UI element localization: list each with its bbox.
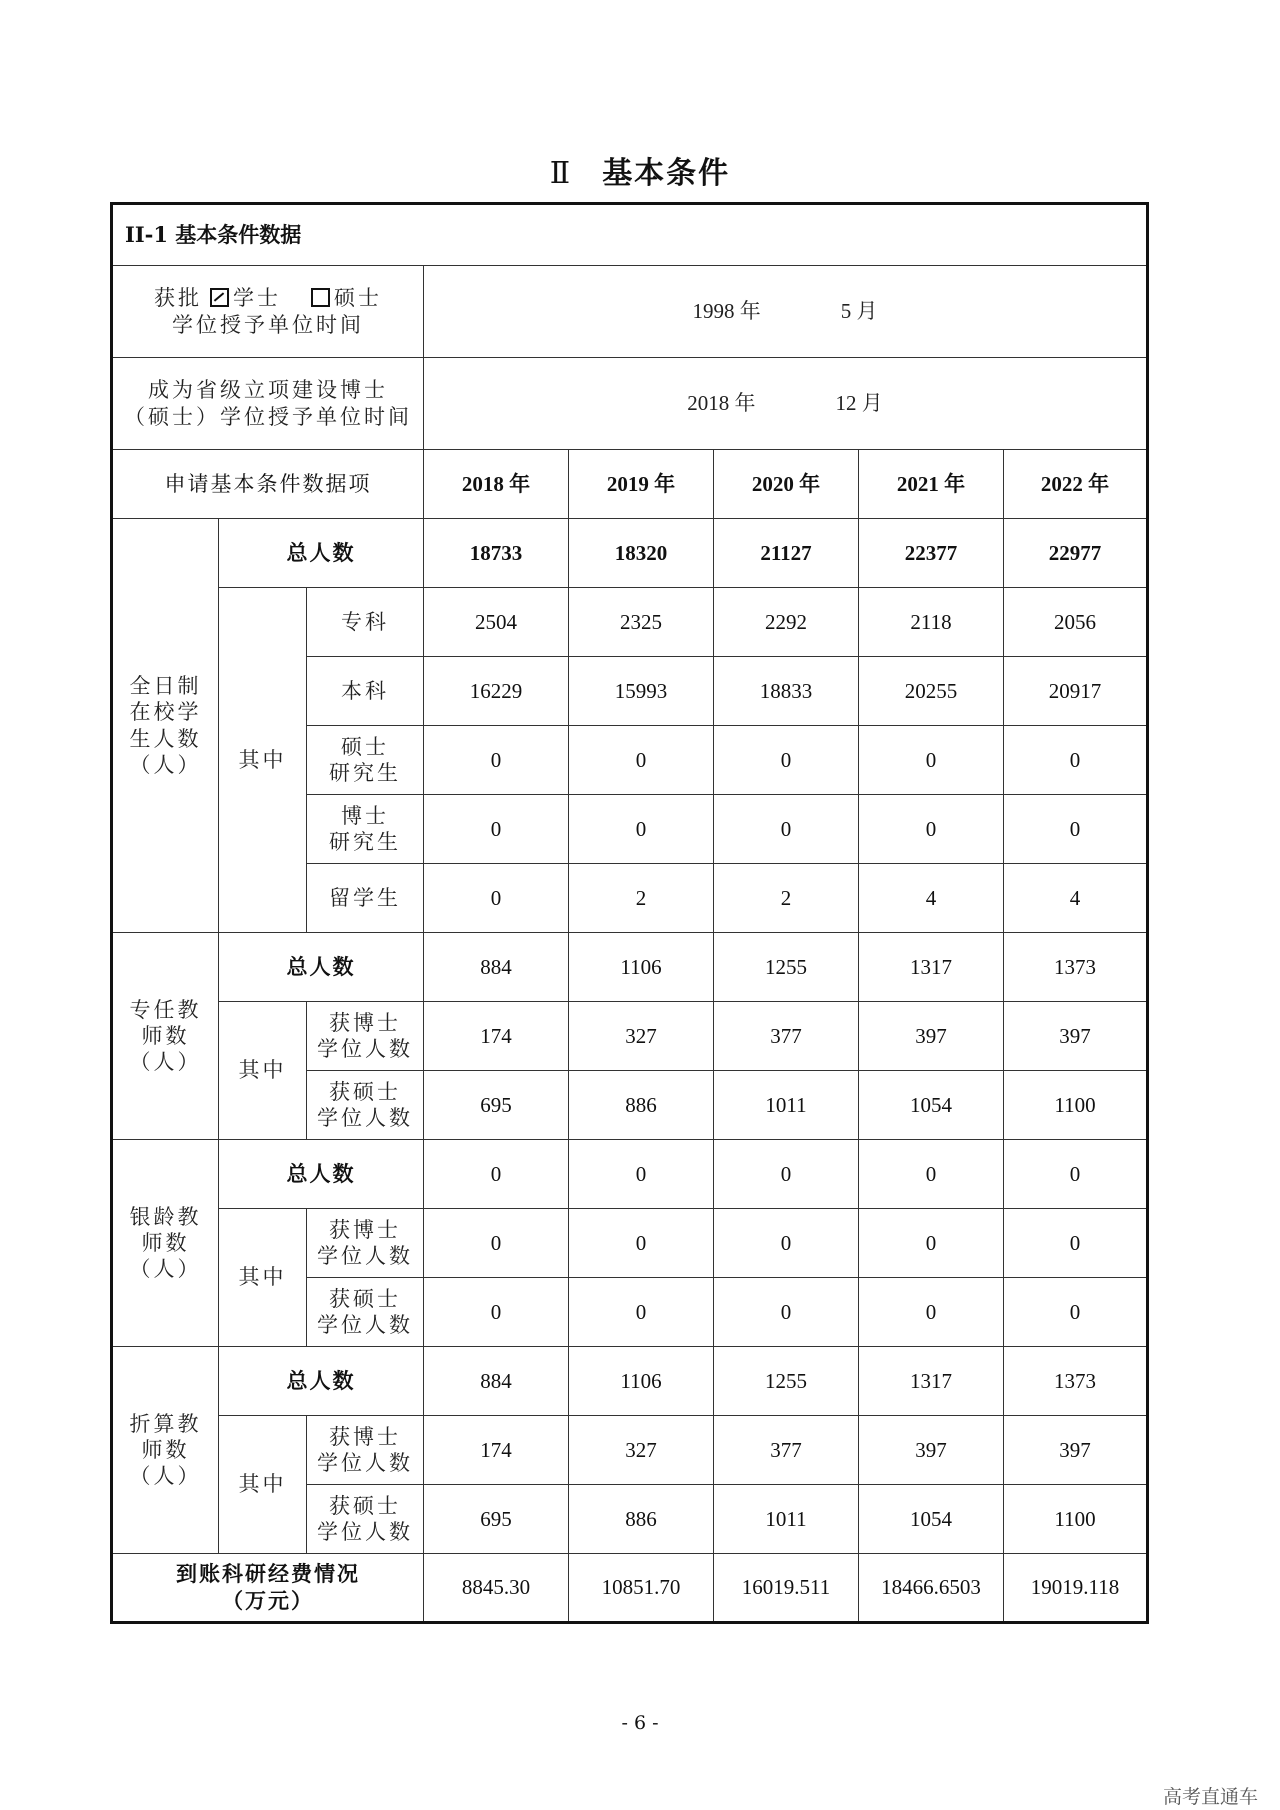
table-cell: 0 <box>569 1278 714 1347</box>
sublabel-benke: 本科 <box>307 657 424 726</box>
award-date <box>424 266 1148 358</box>
sublabel-master-holders: 获硕士 学位人数 <box>307 1071 424 1140</box>
award-master: 硕士 <box>334 286 382 311</box>
funding-label: 到账科研经费情况 （万元） <box>112 1554 424 1623</box>
sublabel-master-holders: 获硕士 学位人数 <box>307 1278 424 1347</box>
table-cell: 1100 <box>1004 1485 1148 1554</box>
table-cell: 327 <box>569 1002 714 1071</box>
table-cell: 0 <box>859 726 1004 795</box>
students-total: 18733 <box>424 519 569 588</box>
sublabel-phd-holders: 获博士 学位人数 <box>307 1002 424 1071</box>
table-cell: 0 <box>859 795 1004 864</box>
students-total: 22377 <box>859 519 1004 588</box>
table-cell: 1317 <box>859 1347 1004 1416</box>
table-cell: 174 <box>424 1416 569 1485</box>
section-title: 基本条件 <box>602 156 731 191</box>
table-cell: 20255 <box>859 657 1004 726</box>
among-label: 其中 <box>219 1416 307 1554</box>
sublabel-phd-holders: 获博士 学位人数 <box>307 1416 424 1485</box>
table-cell: 2 <box>569 864 714 933</box>
table-cell: 886 <box>569 1071 714 1140</box>
award-year: 1998 年 <box>692 299 761 324</box>
header-year: 2020 年 <box>714 450 859 519</box>
header-label: 申请基本条件数据项 <box>112 450 424 519</box>
table-cell: 0 <box>1004 1140 1148 1209</box>
table-cell: 1054 <box>859 1071 1004 1140</box>
table-cell: 15993 <box>569 657 714 726</box>
table-cell: 0 <box>424 864 569 933</box>
table-cell: 1011 <box>714 1071 859 1140</box>
provincial-label-cell <box>112 358 424 450</box>
table-cell: 0 <box>1004 1209 1148 1278</box>
table-cell: 0 <box>859 1209 1004 1278</box>
table-cell: 397 <box>1004 1002 1148 1071</box>
students-total: 22977 <box>1004 519 1148 588</box>
header-year: 2018 年 <box>424 450 569 519</box>
table-cell: 1011 <box>714 1485 859 1554</box>
sublabel-phd-holders: 获博士 学位人数 <box>307 1209 424 1278</box>
provincial-line1: 成为省级立项建设博士 <box>148 378 388 403</box>
page-title <box>0 148 1280 192</box>
table-cell: 377 <box>714 1002 859 1071</box>
table-cell: 0 <box>424 1140 569 1209</box>
table-cell: 0 <box>859 1140 1004 1209</box>
funding-value: 18466.6503 <box>859 1554 1004 1623</box>
award-line2: 学位授予单位时间 <box>172 312 364 337</box>
funding-value: 10851.70 <box>569 1554 714 1623</box>
table-cell: 2056 <box>1004 588 1148 657</box>
page-number: - 6 - <box>621 1712 659 1734</box>
table-cell: 0 <box>569 726 714 795</box>
provincial-year: 2018 年 <box>687 391 756 416</box>
table-cell: 0 <box>1004 1278 1148 1347</box>
among-label: 其中 <box>219 1209 307 1347</box>
table-cell: 0 <box>1004 795 1148 864</box>
total-label: 总人数 <box>219 1347 424 1416</box>
table-cell: 16229 <box>424 657 569 726</box>
table-cell: 695 <box>424 1485 569 1554</box>
table-cell: 0 <box>424 1278 569 1347</box>
students-total: 18320 <box>569 519 714 588</box>
table-cell: 397 <box>859 1416 1004 1485</box>
sublabel-zhuanke: 专科 <box>307 588 424 657</box>
table-cell: 1373 <box>1004 1347 1148 1416</box>
among-label: 其中 <box>219 1002 307 1140</box>
table-cell: 2292 <box>714 588 859 657</box>
total-label: 总人数 <box>219 519 424 588</box>
table-cell: 0 <box>714 1278 859 1347</box>
table-cell: 1106 <box>569 1347 714 1416</box>
section-numeral: Ⅱ <box>549 156 573 191</box>
sublabel-phd-students: 博士 研究生 <box>307 795 424 864</box>
section-label: II-1 基本条件数据 <box>112 204 1148 266</box>
table-cell: 884 <box>424 1347 569 1416</box>
funding-value: 19019.118 <box>1004 1554 1148 1623</box>
header-year: 2021 年 <box>859 450 1004 519</box>
table-cell: 2 <box>714 864 859 933</box>
table-cell: 2325 <box>569 588 714 657</box>
sublabel-master-holders: 获硕士 学位人数 <box>307 1485 424 1554</box>
table-cell: 0 <box>424 795 569 864</box>
table-cell: 4 <box>859 864 1004 933</box>
award-month: 5 月 <box>840 299 878 324</box>
table-cell: 397 <box>1004 1416 1148 1485</box>
table-cell: 174 <box>424 1002 569 1071</box>
group-label-converted-teachers: 折算教 师数 （人） <box>112 1347 219 1554</box>
table-cell: 1106 <box>569 933 714 1002</box>
sublabel-master-students: 硕士 研究生 <box>307 726 424 795</box>
award-prefix: 获批 <box>154 286 202 311</box>
table-cell: 0 <box>569 1209 714 1278</box>
table-cell: 1373 <box>1004 933 1148 1002</box>
checked-box-icon <box>210 288 229 307</box>
basic-conditions-table <box>110 202 1149 1624</box>
table-cell: 1054 <box>859 1485 1004 1554</box>
table-cell: 0 <box>569 795 714 864</box>
table-cell: 2118 <box>859 588 1004 657</box>
funding-value: 8845.30 <box>424 1554 569 1623</box>
group-label-silver-teachers: 银龄教 师数 （人） <box>112 1140 219 1347</box>
header-year: 2022 年 <box>1004 450 1148 519</box>
table-cell: 397 <box>859 1002 1004 1071</box>
provincial-month: 12 月 <box>835 391 883 416</box>
unchecked-box-icon <box>311 288 330 307</box>
funding-value: 16019.511 <box>714 1554 859 1623</box>
total-label: 总人数 <box>219 933 424 1002</box>
table-cell: 886 <box>569 1485 714 1554</box>
table-cell: 377 <box>714 1416 859 1485</box>
table-cell: 695 <box>424 1071 569 1140</box>
provincial-line2: （硕士）学位授予单位时间 <box>124 404 412 429</box>
among-label: 其中 <box>219 588 307 933</box>
table-cell: 0 <box>569 1140 714 1209</box>
table-cell: 884 <box>424 933 569 1002</box>
students-total: 21127 <box>714 519 859 588</box>
award-label-cell <box>112 266 424 358</box>
table-cell: 0 <box>1004 726 1148 795</box>
table-cell: 0 <box>424 1209 569 1278</box>
award-bachelor: 学士 <box>233 286 281 311</box>
watermark: 高考直通车 <box>1162 1786 1258 1808</box>
table-cell: 0 <box>714 795 859 864</box>
table-cell: 0 <box>424 726 569 795</box>
table-cell: 0 <box>714 1140 859 1209</box>
table-cell: 18833 <box>714 657 859 726</box>
table-cell: 1255 <box>714 933 859 1002</box>
table-cell: 0 <box>859 1278 1004 1347</box>
table-cell: 327 <box>569 1416 714 1485</box>
table-cell: 1100 <box>1004 1071 1148 1140</box>
group-label-fulltime-teachers: 专任教 师数 （人） <box>112 933 219 1140</box>
table-cell: 20917 <box>1004 657 1148 726</box>
header-year: 2019 年 <box>569 450 714 519</box>
group-label-students: 全日制 在校学 生人数 （人） <box>112 519 219 933</box>
sublabel-international: 留学生 <box>307 864 424 933</box>
table-cell: 0 <box>714 1209 859 1278</box>
table-cell: 0 <box>714 726 859 795</box>
table-cell: 1317 <box>859 933 1004 1002</box>
total-label: 总人数 <box>219 1140 424 1209</box>
table-cell: 1255 <box>714 1347 859 1416</box>
provincial-date <box>424 358 1148 450</box>
table-cell: 4 <box>1004 864 1148 933</box>
table-cell: 2504 <box>424 588 569 657</box>
